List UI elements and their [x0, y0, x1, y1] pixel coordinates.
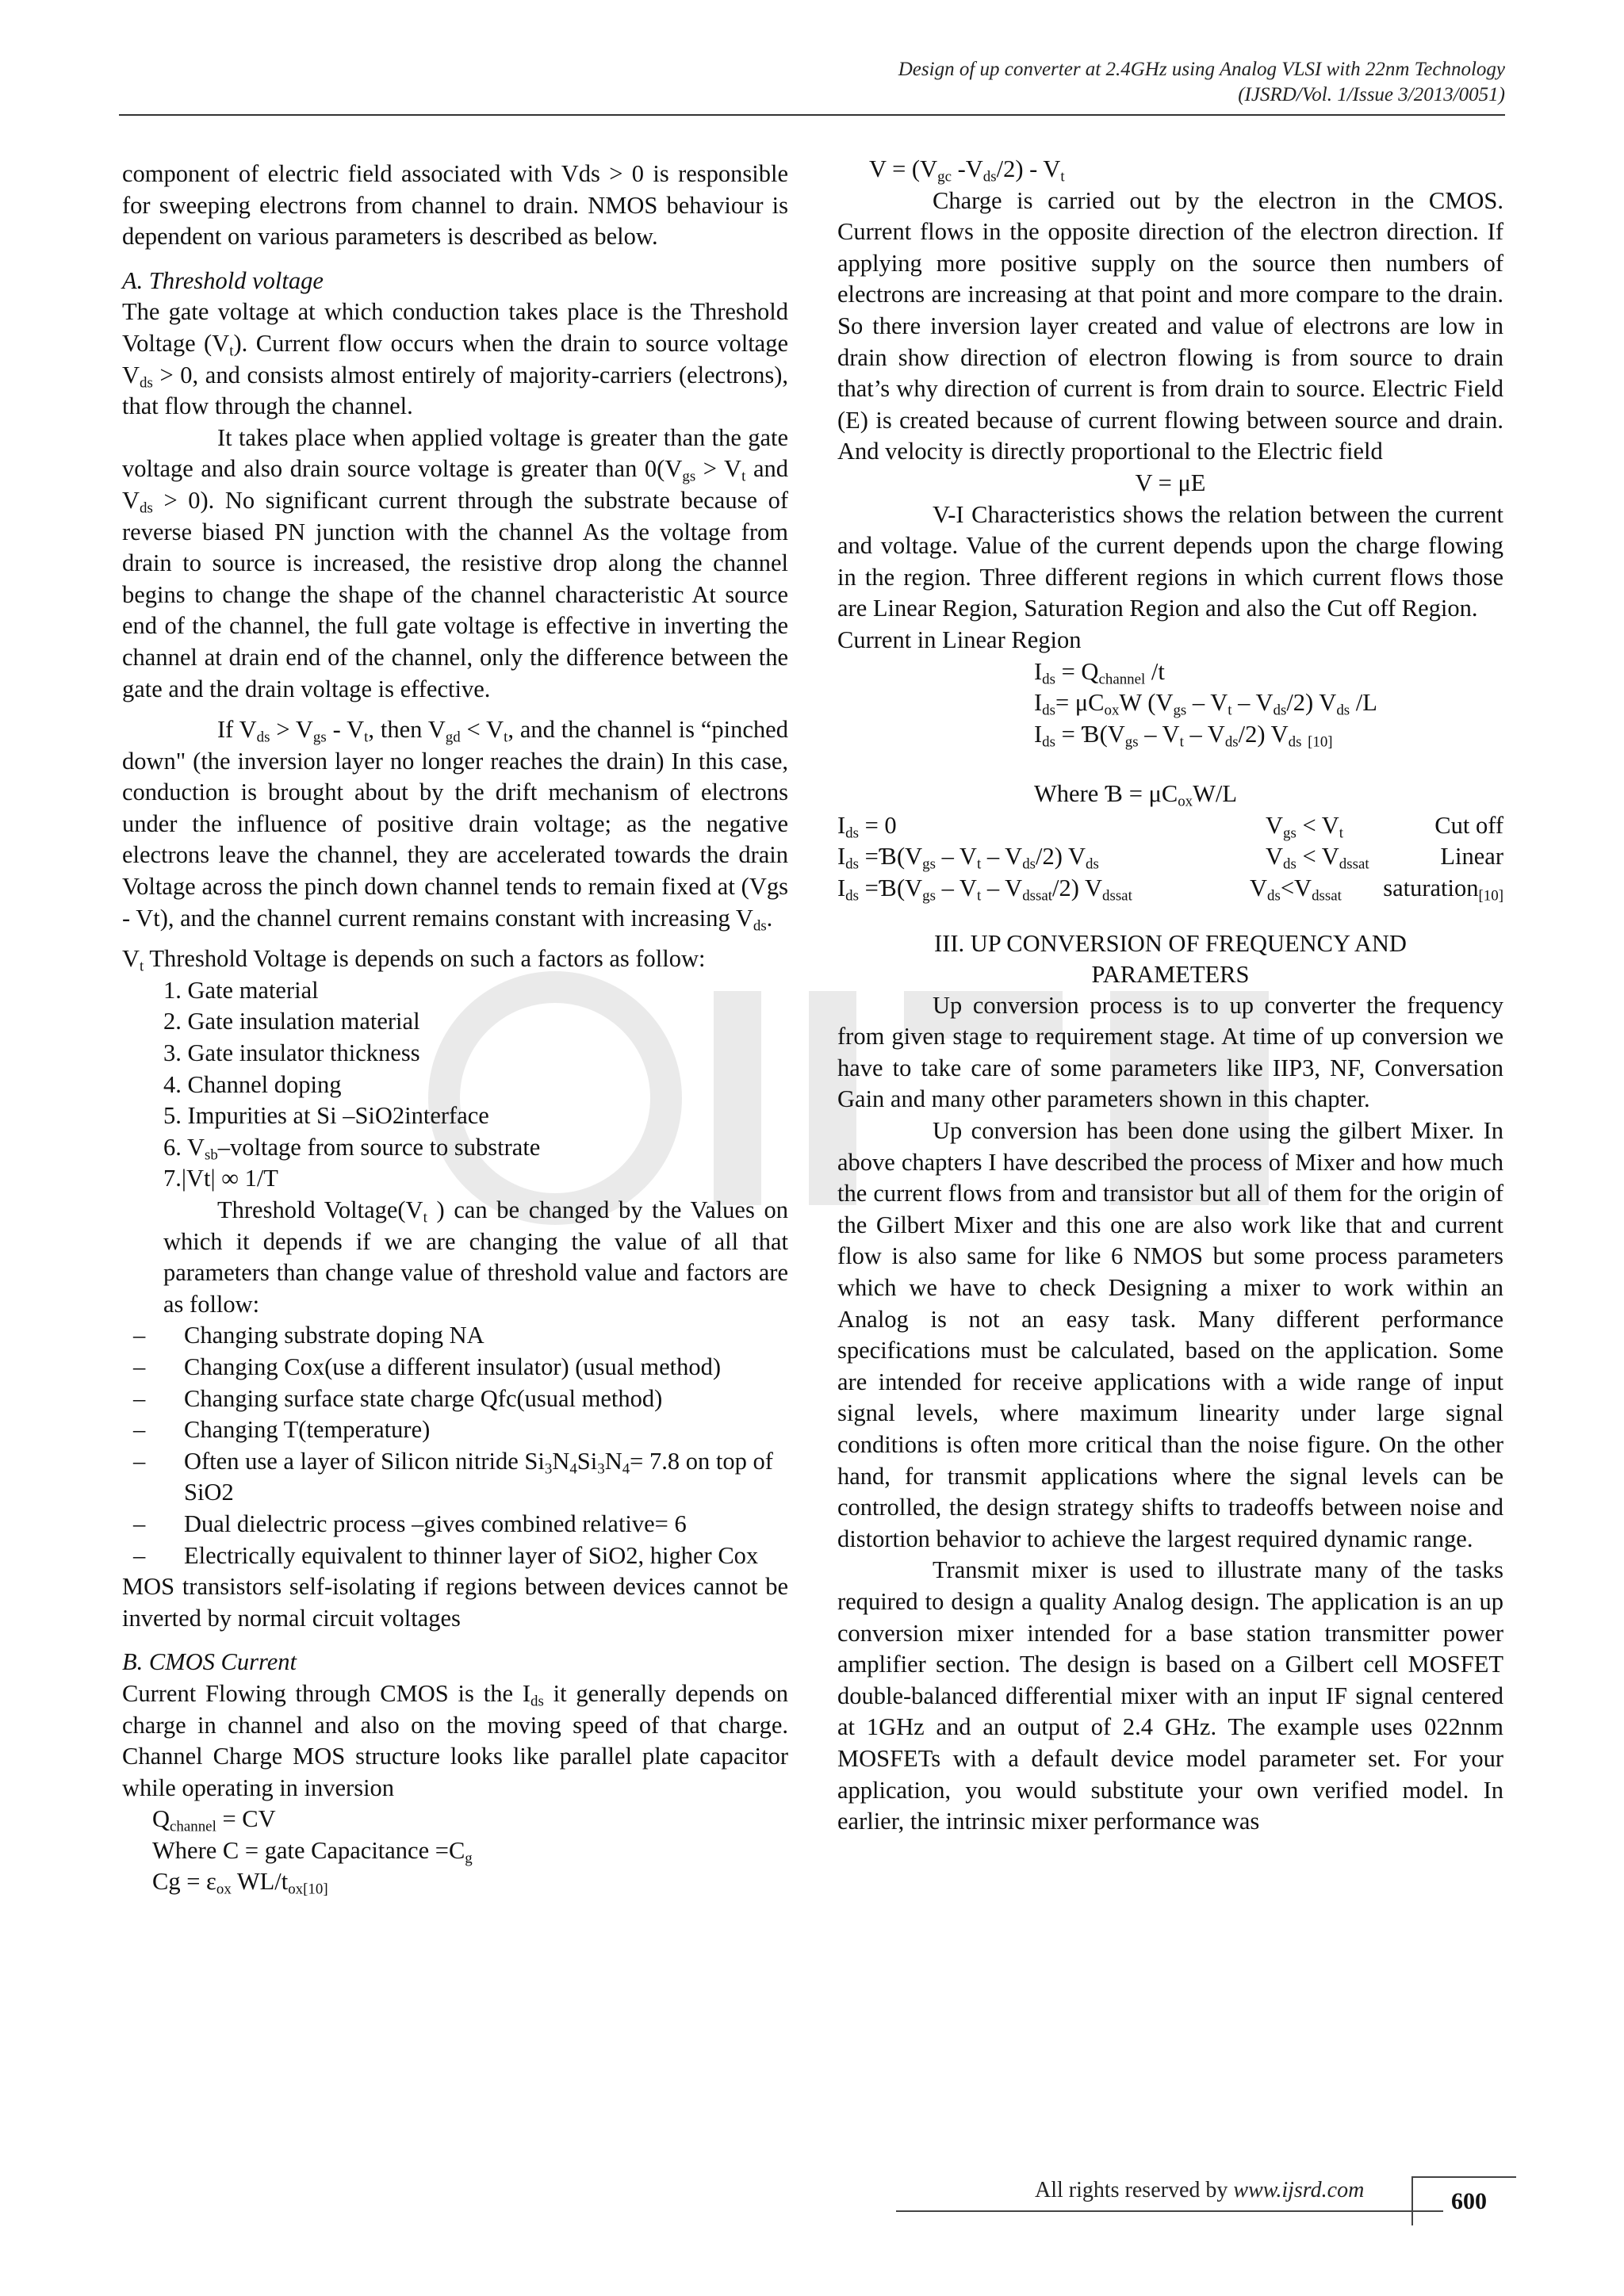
- list-item: – Changing Cox(use a different insulator) (usual method): [133, 1353, 722, 1380]
- right-column: [837, 154, 1503, 1838]
- section-heading-threshold-voltage: A. Threshold voltage: [122, 266, 324, 294]
- list-item: – Electrically equivalent to thinner layer of SiO2, higher Cox: [133, 1541, 759, 1569]
- paragraph: V-I Characteristics shows the relation between the current and voltage. Value of the current depends upon the charge flowing in the region. Three different regions in which current flows those are Linear Region, Saturation Region and also the Cut off Region.: [837, 500, 1503, 622]
- paragraph: Up conversion has been done using the gilbert Mixer. In above chapters I have described the process of Mixer and how much the current flows from and transistor but all of them for the origin of the Gilbert Mixer and this one are also work like that and current flow is also same for like 6 NMOS but some process parameters which we have to check Designing a mixer to work within an Analog is not an easy task. Many different performance specifications must be calculated, based on the application. Some are intended for receive applications with a wide range of input signal levels, where maximum linearity under large signal conditions is often more critical than the noise figure. On the other hand, for transmit applications where the signal levels can be controlled, the design strategy shifts to tradeoffs between noise and distortion behavior to achieve the largest required dynamic range.: [837, 1117, 1503, 1552]
- page-number: 600: [1451, 2188, 1487, 2214]
- factor-list: [122, 975, 788, 1195]
- list-item: – Dual dielectric process –gives combined relative= 6: [133, 1510, 687, 1537]
- footer-rights: All rights reserved by www.ijsrd.com: [1035, 2178, 1365, 2202]
- header-rule: [119, 114, 1505, 116]
- section-heading-cmos-current: B. CMOS Current: [122, 1648, 297, 1676]
- footer-rule: [896, 2210, 1443, 2212]
- equation-where-c: Where C = gate Capacitance $=C_g$: [152, 1836, 473, 1867]
- list-item: – Changing surface state charge Qfc(usual method): [133, 1384, 663, 1412]
- equation-where-b: Where Ɓ = $\mu C_{ox}W/L$: [1034, 780, 1238, 810]
- footer-site-link[interactable]: www.ijsrd.com: [1233, 2178, 1365, 2202]
- equation-v: $V = (V_{gc}$ $-V_{ds}/2) - V_t$: [869, 155, 1065, 186]
- left-column: [122, 159, 788, 1898]
- table-row: $I_{ds} = 0$ $V_{gs} < V_t$ Cut off: [837, 811, 1503, 842]
- paragraph: Charge is carried out by the electron in the CMOS. Current flows in the opposite direction of the electron direction. If applying more positive supply on the source then numbers of electrons are increasing at that point and more compare to the drain. So there inversion layer created and value of electrons are low in drain show direction of electron flowing is from source to drain that’s why direction of current is from drain to source. Electric Field (E) is created because of current flowing between source and drain. And velocity is directly proportional to the Electric field: [837, 186, 1503, 465]
- list-item: 7.|Vt| ∞ 1/T: [163, 1165, 278, 1192]
- paragraph: The gate voltage at which conduction takes place is the Threshold Voltage $(V_t)$. Current flow occurs when the drain to source voltage $V_{ds} > 0$, and consists almost entirely of majority-carriers (electrons), that flow through the channel.: [122, 298, 788, 420]
- paragraph: component of electric field associated with Vds > 0 is responsible for sweeping electrons from channel to drain. NMOS behaviour is dependent on various parameters is described as below.: [122, 160, 788, 251]
- list-item: 1. Gate material: [163, 976, 319, 1004]
- change-list: [122, 1320, 788, 1571]
- paragraph: MOS transistors self-isolating if regions between devices cannot be inverted by normal circuit voltages: [122, 1573, 788, 1632]
- list-item: – Often use a layer of Silicon nitride $Si_3N_4Si_3N_4= 7.8$ on top of SiO2: [133, 1447, 773, 1506]
- list-item: 2. Gate insulation material: [163, 1008, 420, 1035]
- list-item: 6. $V_{sb}$–voltage from source to substrate: [163, 1133, 541, 1164]
- paragraph: Current Flowing through CMOS is the $I_{ds}$ it generally depends on charge in channel and also on the moving speed of that charge. Channel Charge MOS structure looks like parallel plate capacitor while operating in inversion: [122, 1679, 789, 1801]
- equation-v-mu-e: V = μE: [1135, 469, 1206, 496]
- paragraph: Transmit mixer is used to illustrate many of the tasks required to design a quality Analog design. The application is an up conversion mixer intended for a base station transmitter power amplifier section. The design is based on a Gilbert cell MOSFET double-balanced differential mixer with an input IF signal centered at 1GHz and an output of 2.4 GHz. The example uses 022nnm MOSFETs with a default device model parameter set. For your application, you would substitute your own verified model. In earlier, the intrinsic mixer performance was: [837, 1556, 1503, 1835]
- paragraph: If $V_{ds} > V_{gs} - V_t$, then $V_{gd} < V_t$, and the channel is “pinched down" (the inversion layer no longer reaches the drain) In this case, conduction is brought about by the drift mechanism of electrons under the influence of positive drain voltage; as the negative electrons leave the channel, they are accelerated towards the drain Voltage across the pinch down channel tends to remain fixed at (Vgs - Vt), and the channel current remains constant with increasing $V_{ds}$.: [122, 716, 788, 934]
- list-item: 4. Channel doping: [163, 1070, 342, 1098]
- equation-q-channel: $Q_{channel}$ = CV: [152, 1805, 276, 1835]
- region-table: [837, 810, 1503, 905]
- table-row: $I_{ds}$ $=Ɓ(V_{gs} - V_t - V_{dssat}/2)$ $V_{dssat}$ $V_{ds}<V_{dssat}$ saturation$_{[10]}$: [837, 874, 1503, 905]
- list-item: – Changing T(temperature): [133, 1416, 431, 1444]
- equation-ids-1: $I_{ds} = Q_{channel}$ /t: [1034, 657, 1165, 687]
- paragraph: Current in Linear Region: [837, 626, 1082, 653]
- list-item: – Changing substrate doping NA: [133, 1322, 485, 1349]
- list-item: 3. Gate insulator thickness: [163, 1039, 420, 1067]
- list-item: 5. Impurities at Si –SiO2interface: [163, 1102, 489, 1130]
- paragraph: $V_t$ Threshold Voltage is depends on such a factors as follow:: [122, 945, 706, 975]
- linear-region-equations: [837, 656, 1503, 810]
- section-heading-up-conversion: III. UP CONVERSION OF FREQUENCY AND PARAMETERS: [934, 929, 1407, 988]
- equation-cg: $Cg = \varepsilon_{ox}$ $WL/t_{ox[10]}$: [152, 1868, 328, 1898]
- header-title: Design of up converter at 2.4GHz using Analog VLSI with 22nm Technology: [898, 59, 1505, 80]
- equation-ids-3: $I_{ds}$ = $Ɓ(V_{gs} - V_t - V_{ds}/2)$ $V_{ds}$ $_{[10]}$: [1034, 720, 1333, 750]
- paragraph: Up conversion process is to up converter the frequency from given stage to requirement stage. At time of up conversion we have to take care of some parameters like IIP3, NF, Conversation Gain and many other parameters shown in this chapter.: [837, 991, 1503, 1113]
- paragraph: It takes place when applied voltage is greater than the gate voltage and also drain source voltage is greater than $0(V_{gs} > V_t$ and $V_{ds} > 0$). No significant current through the substrate because of reverse biased PN junction with the channel As the voltage from drain to source is increased, the resistive drop along the channel begins to change the shape of the channel characteristic At source end of the channel, the full gate voltage is effective in inverting the channel at drain end of the channel, only the difference between the gate and the drain voltage is effective.: [122, 423, 788, 702]
- table-row: $I_{ds}$ $=Ɓ(V_{gs} - V_t - V_{ds}/2)$ $V_{ds}$ $V_{ds} < V_{dssat}$ Linear: [837, 843, 1503, 873]
- equation-ids-2: $I_{ds}= \mu C_{ox}W$ $(V_{gs} - V_t - V_{ds}/2)$ $V_{ds}$ /L: [1034, 689, 1377, 719]
- running-header: [553, 57, 1505, 108]
- header-citation: (IJSRD/Vol. 1/Issue 3/2013/0051): [1238, 84, 1505, 105]
- paragraph: Threshold $Voltage(V_t$ ) can be changed by the Values on which it depends if we are changing the value of all that parameters than change value of threshold value and factors are as follow:: [163, 1196, 788, 1318]
